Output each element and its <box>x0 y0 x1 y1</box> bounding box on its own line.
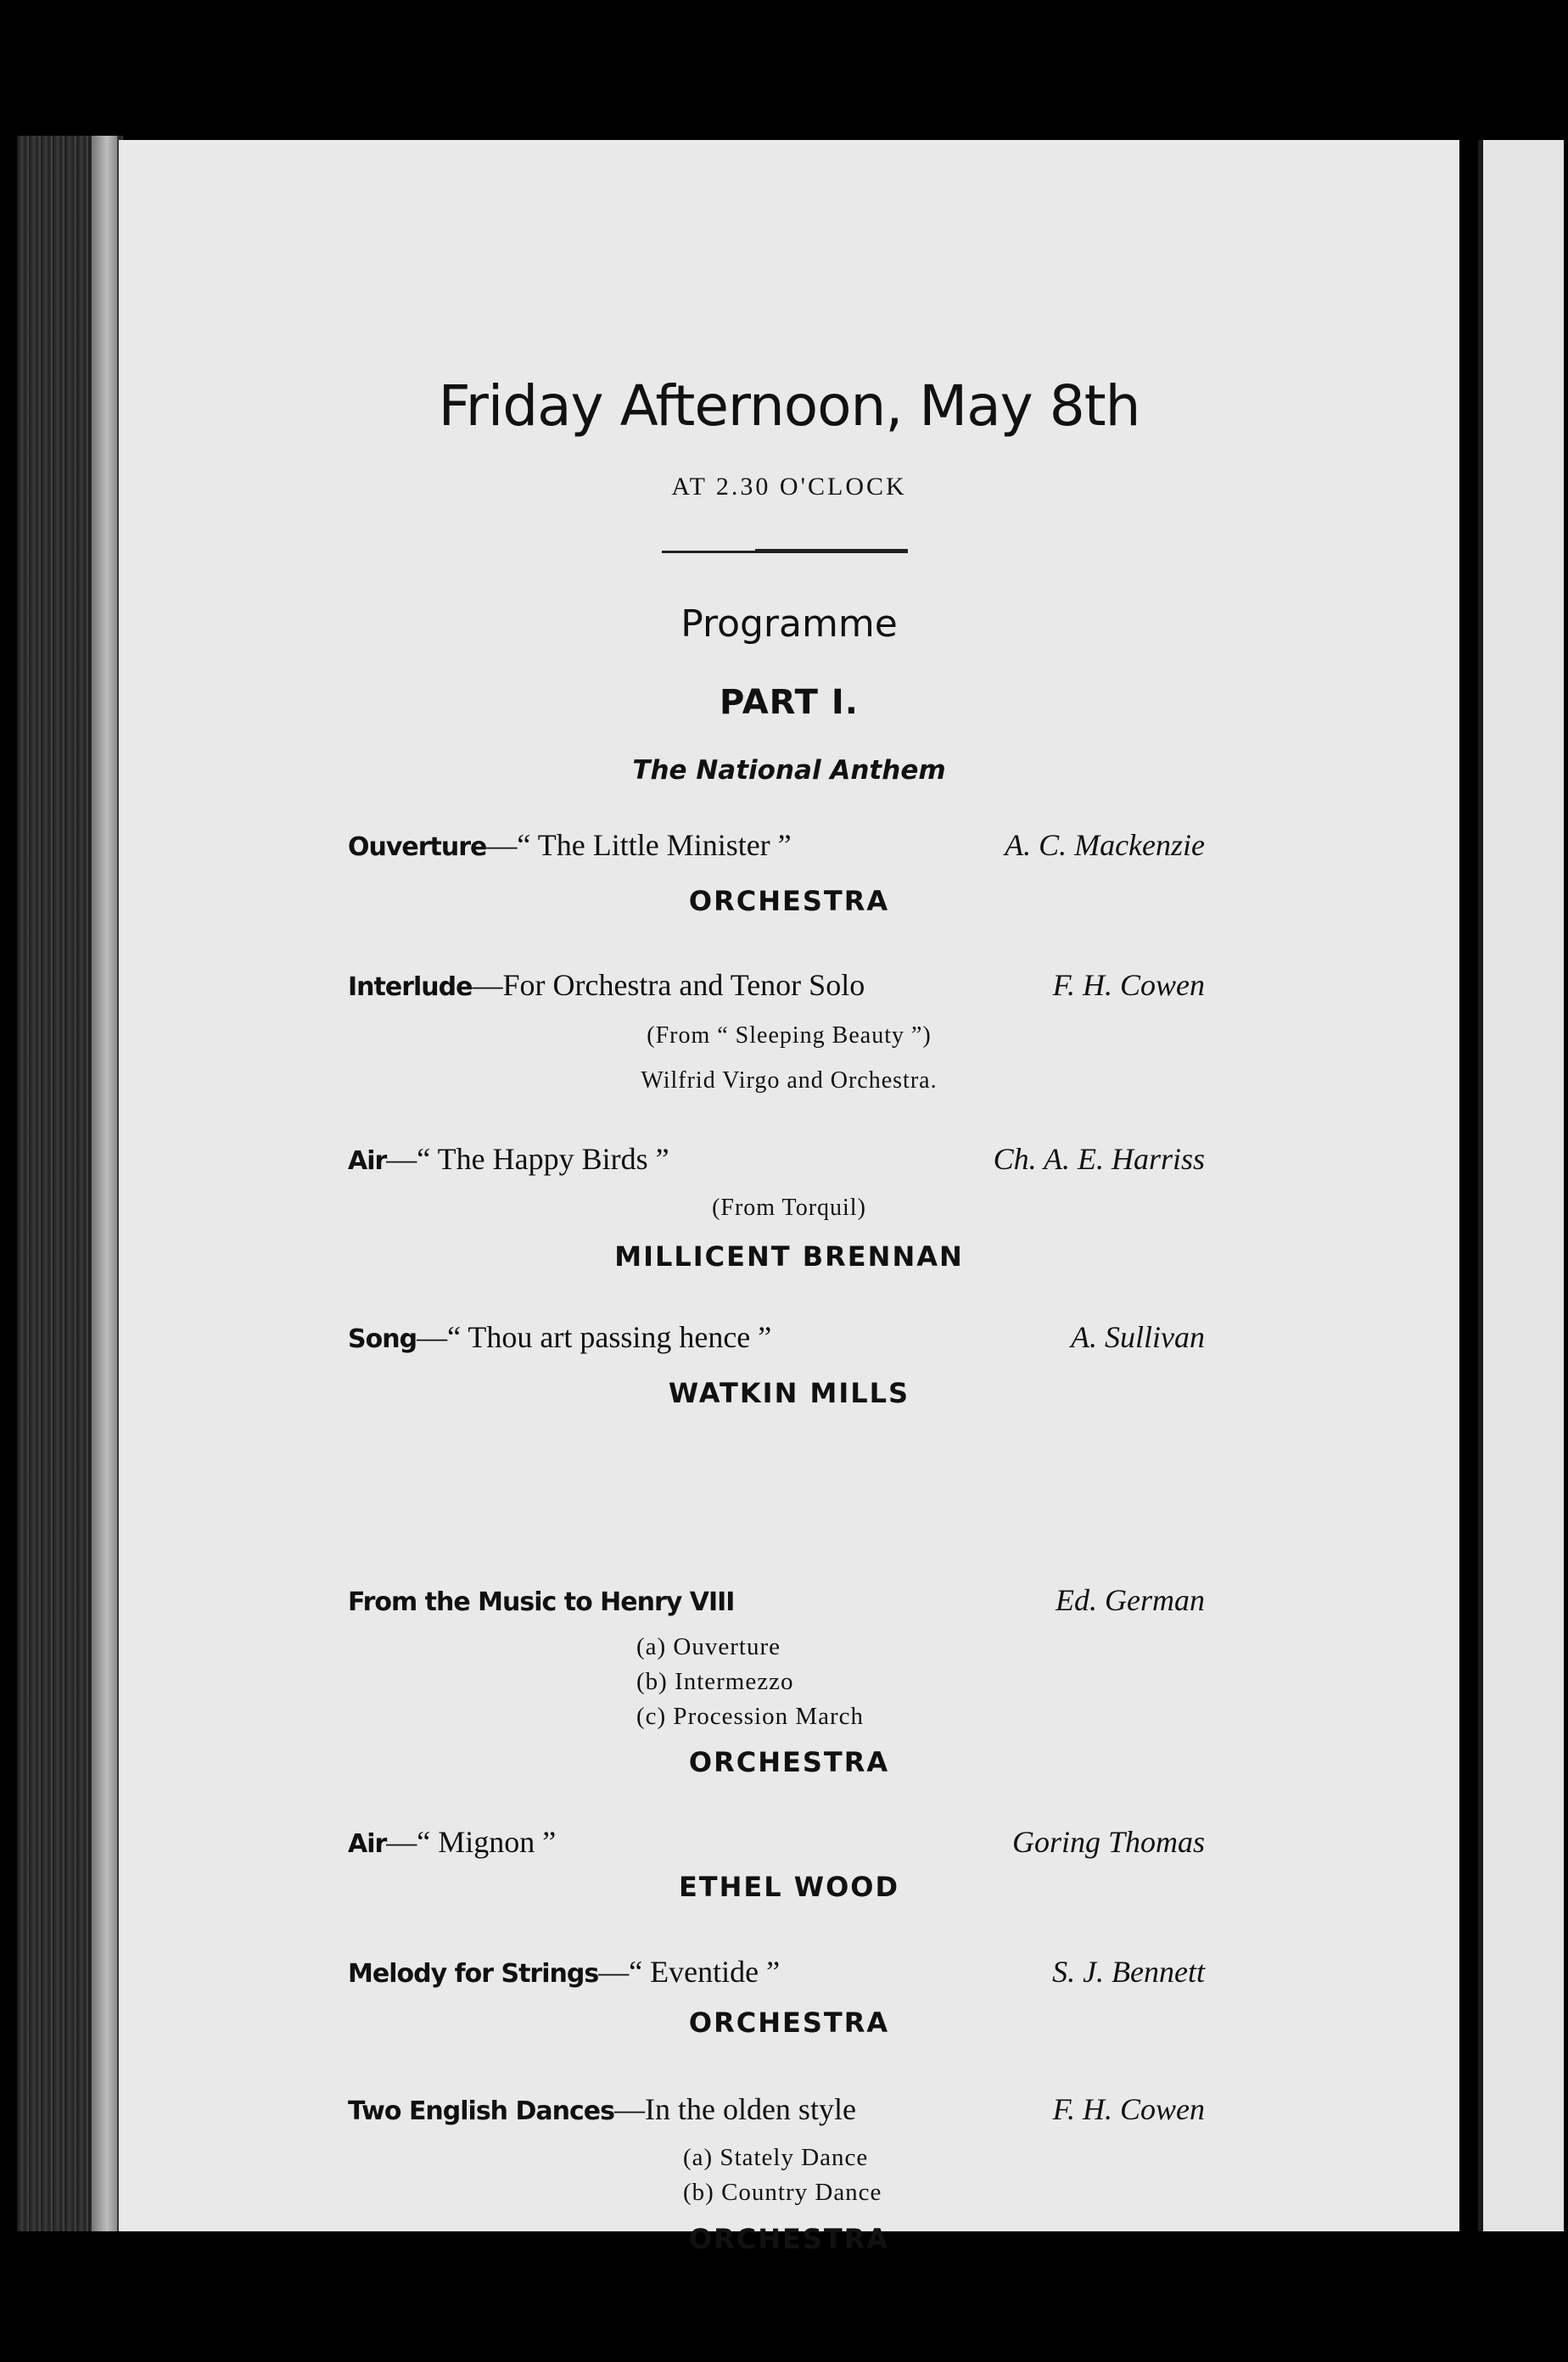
item-detail: —For Orchestra and Tenor Solo <box>472 968 865 1002</box>
programme-item <box>348 1141 1205 1184</box>
item-composer: F. H. Cowen <box>1052 968 1205 1002</box>
time-subtitle: AT 2.30 O'CLOCK <box>671 473 907 501</box>
subitem: (a) Stately Dance <box>683 2144 869 2171</box>
item-detail: —“ Thou art passing hence ” <box>417 1320 772 1354</box>
ornament-rule-left <box>662 551 755 553</box>
item-performer: ORCHESTRA <box>688 1746 890 1778</box>
programme-item <box>348 1954 1205 1996</box>
subitem: (c) Procession March <box>636 1703 865 1730</box>
page-title: Friday Afternoon, May 8th <box>438 373 1140 439</box>
programme-item <box>348 1319 1205 1362</box>
item-performer: WATKIN MILLS <box>668 1377 910 1409</box>
item-composer: S. J. Bennett <box>1052 1955 1205 1989</box>
item-composer: A. Sullivan <box>1071 1320 1205 1354</box>
facing-page <box>1478 140 1564 2231</box>
item-composer: Ch. A. E. Harriss <box>993 1142 1205 1176</box>
item-title: Song <box>348 1324 417 1354</box>
item-detail: —In the olden style <box>613 2092 856 2126</box>
item-composer: Goring Thomas <box>1011 1825 1205 1859</box>
item-note: (From “ Sleeping Beauty ”) <box>647 1022 932 1049</box>
ornament-rule-right <box>755 549 908 553</box>
item-note: (From Torquil) <box>712 1195 866 1221</box>
subitem: (a) Ouverture <box>636 1633 781 1660</box>
subitem: (b) Intermezzo <box>636 1668 794 1695</box>
item-detail: —“ The Little Minister ” <box>486 828 792 862</box>
programme-page <box>119 140 1459 2255</box>
item-detail: —“ Eventide ” <box>598 1955 781 1989</box>
programme-item <box>348 827 1205 870</box>
part-heading: PART I. <box>720 683 859 722</box>
programme-heading: Programme <box>680 602 898 646</box>
item-composer: Ed. German <box>1056 1583 1205 1617</box>
item-note: Wilfrid Virgo and Orchestra. <box>641 1067 938 1094</box>
item-performer: ORCHESTRA <box>688 2223 890 2255</box>
programme-item <box>348 1824 1205 1867</box>
book-binding <box>92 136 117 2231</box>
item-title: Melody for Strings <box>348 1959 599 1989</box>
item-detail: —“ Mignon ” <box>386 1825 557 1859</box>
item-performer: MILLICENT BRENNAN <box>614 1240 964 1273</box>
item-performer: ETHEL WOOD <box>678 1871 900 1903</box>
item-title: From the Music to Henry VIII <box>348 1587 735 1617</box>
item-title: Air <box>348 1146 387 1176</box>
item-title: Two English Dances <box>348 2096 614 2126</box>
item-performer: ORCHESTRA <box>688 885 890 917</box>
programme-item <box>348 1582 1205 1625</box>
item-composer: A. C. Mackenzie <box>1005 828 1205 862</box>
subitem: (b) Country Dance <box>683 2179 882 2206</box>
programme-item <box>348 2091 1205 2134</box>
item-title: Ouverture <box>348 832 487 862</box>
item-performer: ORCHESTRA <box>688 2007 890 2039</box>
item-title: Interlude <box>348 972 473 1002</box>
item-composer: F. H. Cowen <box>1052 2092 1205 2126</box>
item-detail: —“ The Happy Birds ” <box>386 1142 669 1176</box>
item-title: Air <box>348 1829 387 1859</box>
programme-item <box>348 967 1205 1010</box>
anthem-line: The National Anthem <box>632 755 946 786</box>
